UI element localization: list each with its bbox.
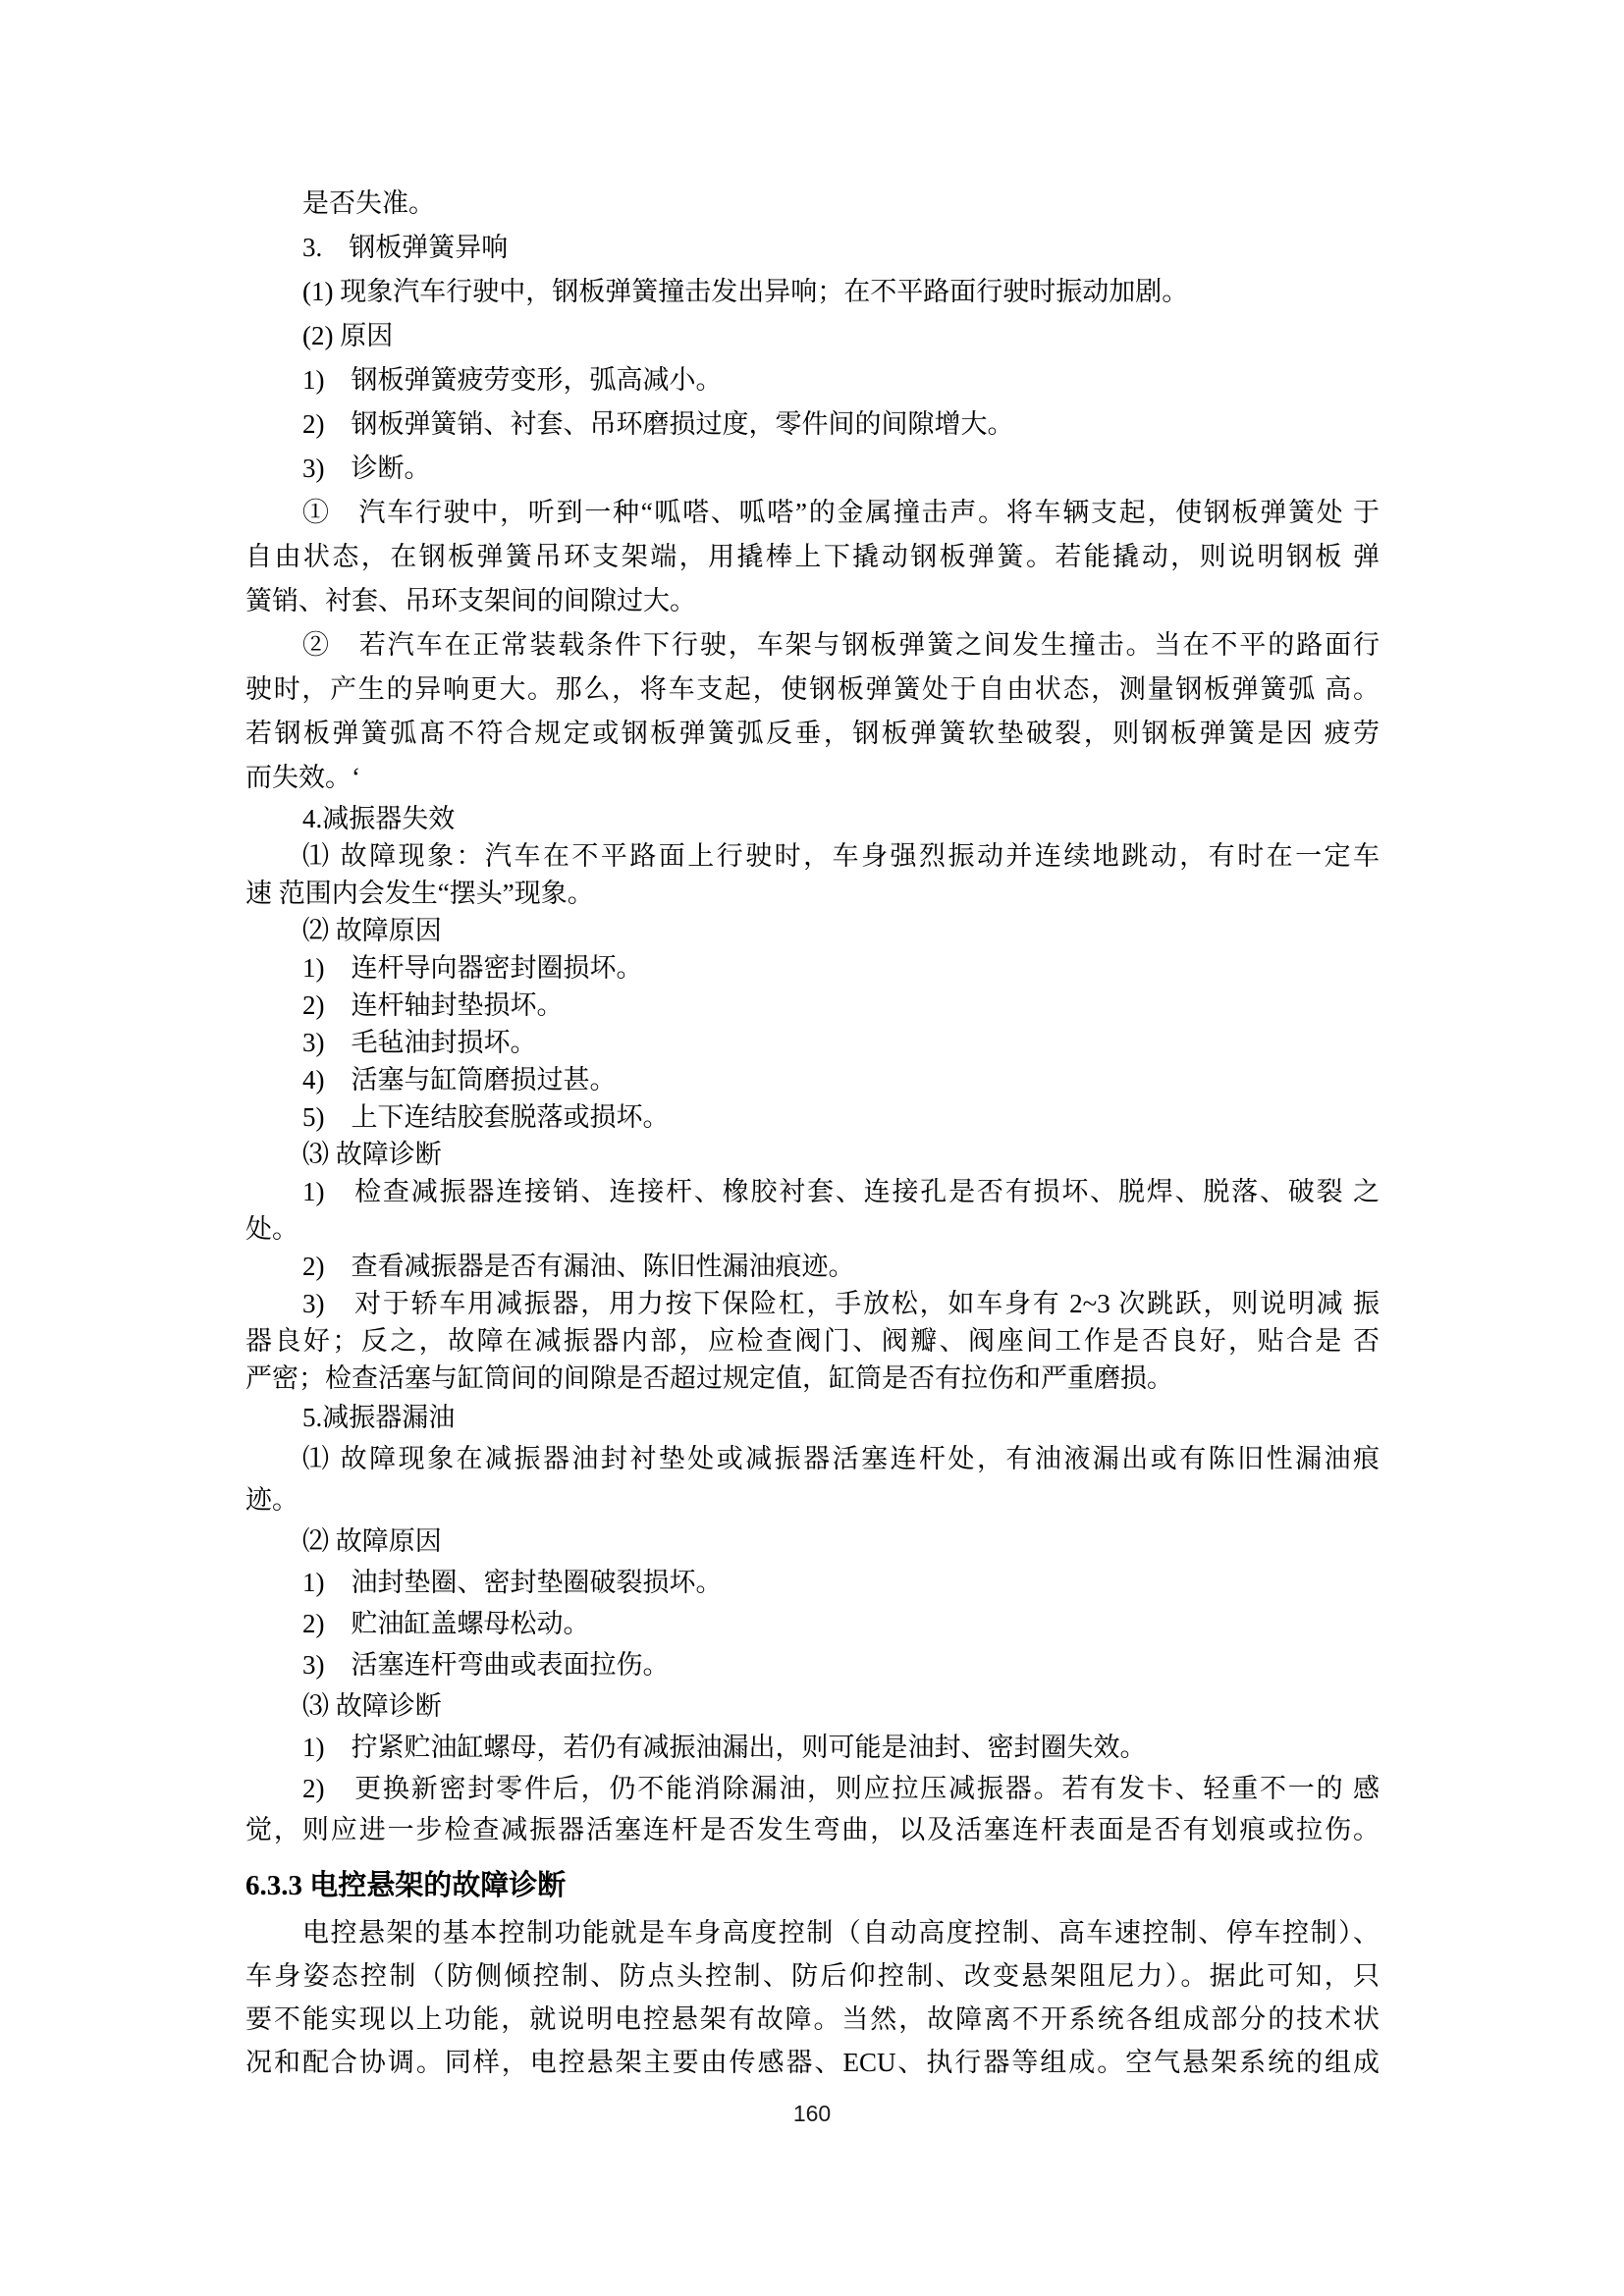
text-line: 3) 诊断。 <box>302 454 431 483</box>
text-line: ⑵ 故障原因 <box>302 916 442 945</box>
text-line: 1) 拧紧贮油缸螺母，若仍有减振油漏出，则可能是油封、密封圈失效。 <box>302 1733 1147 1762</box>
text-line: 2) 查看减振器是否有漏油、陈旧性漏油痕迹。 <box>302 1252 855 1281</box>
text-line: 器良好；反之，故障在减振器内部，应检查阀门、阀瓣、阀座间工作是否良好，贴合是 否 <box>245 1326 1380 1356</box>
text-line: 是否失准。 <box>302 188 435 218</box>
text-line: 2) 贮油缸盖螺母松动。 <box>302 1609 590 1638</box>
text-line: 若钢板弹簧弧髙不符合规定或钢板弹簧弧反垂，钢板弹簧软垫破裂，则钢板弹簧是因 疲劳 <box>245 719 1380 748</box>
text-line: 3) 对于轿车用减振器，用力按下保险杠，手放松，如车身有 2~3 次跳跃，则说明减 振 <box>302 1289 1380 1318</box>
text-line: 驶时，产生的异响更大。那么，将车支起，使钢板弹簧处于自由状态，测量钢板弹簧弧 高。 <box>245 674 1380 704</box>
text-line: 5.减振器漏油 <box>302 1403 456 1432</box>
text-line: 2) 钢板弹簧销、衬套、吊环磨损过度，零件间的间隙增大。 <box>302 409 1014 439</box>
text-line: 况和配合协调。同样，电控悬架主要由传感器、ECU、执行器等组成。空气悬架系统的组成 <box>245 2048 1380 2077</box>
text-line: 3) 毛毡油封损坏。 <box>302 1028 537 1057</box>
text-line: ⑴ 故障现象在减振器油封衬垫处或减振器活塞连杆处，有油液漏出或有陈旧性漏油痕 <box>302 1444 1380 1473</box>
text-line: 要不能实现以上功能，就说明电控悬架有故障。当然，故障离不开系统各组成部分的技术状 <box>245 2004 1380 2034</box>
text-line: 电控悬架的基本控制功能就是车身高度控制（自动高度控制、高车速控制、停车控制）、 <box>302 1918 1380 1948</box>
text-line: ⑴ 故障现象：汽车在不平路面上行驶时，车身强烈振动并连续地跳动，有时在一定车 <box>302 841 1380 871</box>
text-line: 2) 连杆轴封垫损坏。 <box>302 990 564 1020</box>
text-line: 而失效。‘ <box>245 763 360 792</box>
text-line: 觉，则应进一步检查减振器活塞连杆是否发生弯曲，以及活塞连杆表面是否有划痕或拉伤。 <box>245 1815 1380 1844</box>
text-line: 1) 连杆导向器密封圈损坏。 <box>302 953 643 983</box>
text-line: ① 汽车行驶中，听到一种“呱嗒、呱嗒”的金属撞击声。将车辆支起，使钢板弹簧处 于 <box>302 498 1380 527</box>
text-line: 1) 油封垫圈、密封垫圈破裂损坏。 <box>302 1568 723 1597</box>
text-line: 簧销、衬套、吊环支架间的间隙过大。 <box>245 586 696 615</box>
text-line: 3. 钢板弹簧异响 <box>302 233 509 262</box>
text-line: 车身姿态控制（防侧倾控制、防点头控制、防后仰控制、改变悬架阻尼力）。据此可知，只 <box>245 1961 1380 1991</box>
text-line: ② 若汽车在正常装载条件下行驶，车架与钢板弹簧之间发生撞击。当在不平的路面行 <box>302 630 1380 660</box>
page-number: 160 <box>792 2101 832 2126</box>
text-line: ⑶ 故障诊断 <box>302 1691 442 1721</box>
text-column <box>245 182 1380 2084</box>
text-line: 1) 钢板弹簧疲劳变形，弧高减小。 <box>302 365 723 395</box>
text-line: 严密；检查活塞与缸筒间的间隙是否超过规定值，缸筒是否有拉伤和严重磨损。 <box>245 1363 1173 1393</box>
text-line: 自由状态，在钢板弹簧吊环支架端，用撬棒上下撬动钢板弹簧。若能撬动，则说明钢板 弹 <box>245 542 1380 571</box>
text-line: 2) 更换新密封零件后，仍不能消除漏油，则应拉压减振器。若有发卡、轻重不一的 感 <box>302 1774 1380 1803</box>
text-line: 4.减振器失效 <box>302 804 456 833</box>
text-line: 速 范围内会发生“摆头”现象。 <box>245 879 594 908</box>
section-heading: 6.3.3 电控悬架的故障诊断 <box>245 1870 567 1901</box>
text-line: 处。 <box>245 1214 298 1244</box>
text-line: 3) 活塞连杆弯曲或表面拉伤。 <box>302 1650 670 1680</box>
text-line: ⑵ 故障原因 <box>302 1526 442 1556</box>
text-line: 迹。 <box>245 1485 298 1515</box>
text-line: 5) 上下连结胶套脱落或损坏。 <box>302 1102 670 1132</box>
text-line: ⑶ 故障诊断 <box>302 1140 442 1169</box>
text-line: (2) 原因 <box>302 321 394 350</box>
text-line: 4) 活塞与缸筒磨损过甚。 <box>302 1065 617 1095</box>
text-line: 1) 检查减振器连接销、连接杆、橡胶衬套、连接孔是否有损坏、脱焊、脱落、破裂 之 <box>302 1177 1380 1206</box>
text-line: (1) 现象汽车行驶中，钢板弹簧撞击发出异响；在不平路面行驶时振动加剧。 <box>302 277 1189 306</box>
